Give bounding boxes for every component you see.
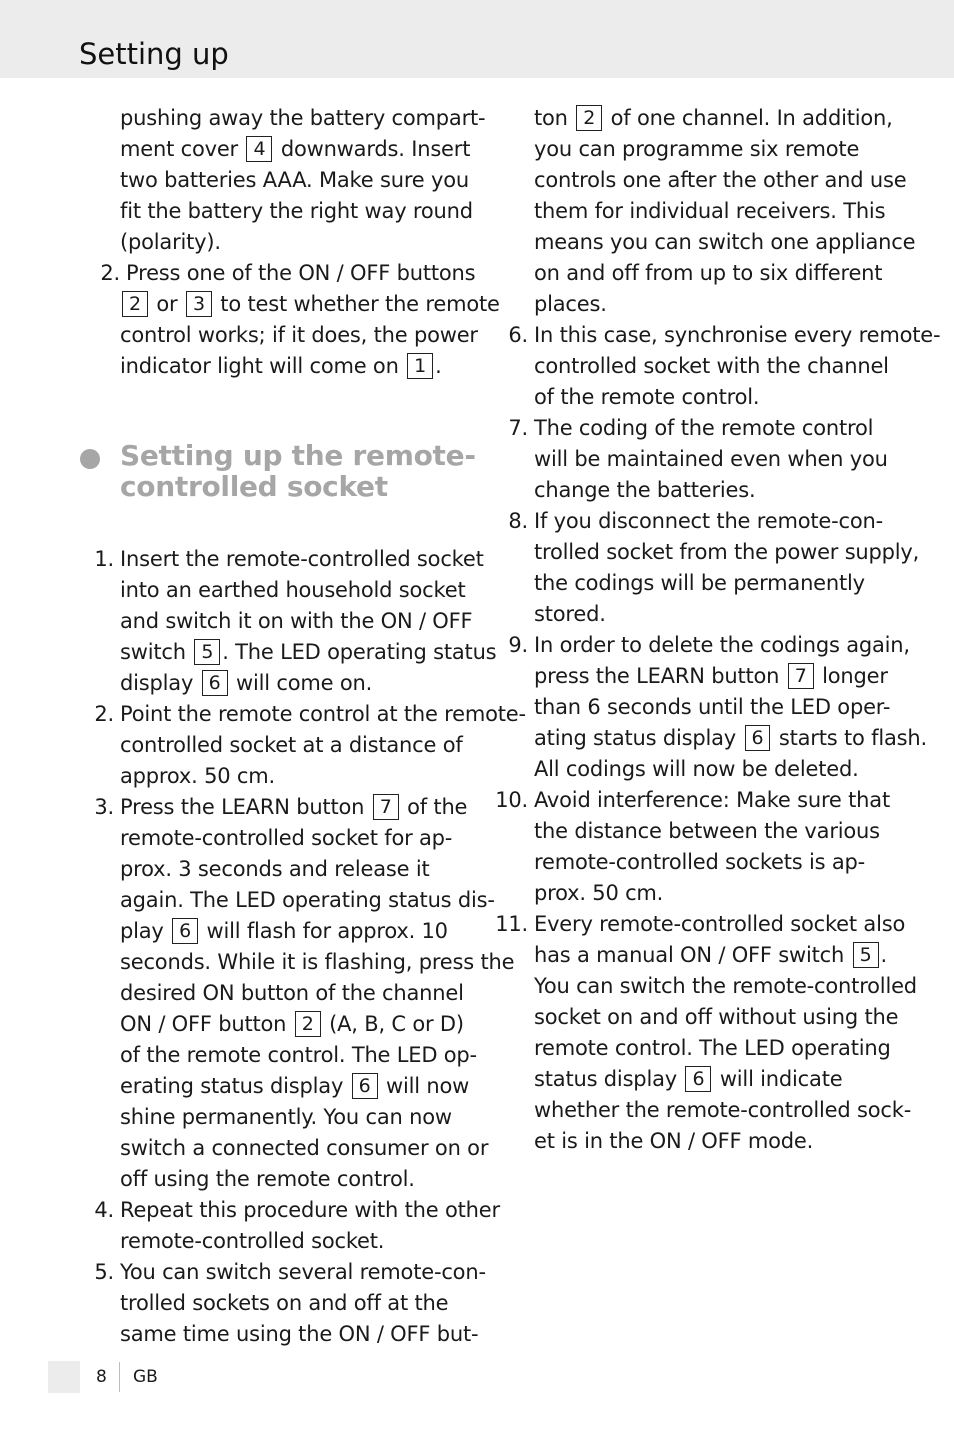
- text-line: [534, 1064, 886, 1095]
- line-text: In order to delete the codings again,: [534, 633, 910, 657]
- line-text: shine permanently. You can now: [120, 1105, 452, 1129]
- line-text: Insert the remote-controlled socket: [120, 547, 484, 571]
- line-text: remote-controlled sockets is ap-: [534, 850, 866, 874]
- line-text: them for individual receivers. This: [534, 199, 886, 223]
- text-line: [80, 792, 468, 823]
- line-text: (polarity).: [120, 230, 221, 254]
- text-line: [494, 320, 941, 351]
- line-text: two batteries AAA. Make sure you: [120, 168, 469, 192]
- line-text: All codings will now be deleted.: [534, 757, 859, 781]
- line-text: display: [120, 671, 200, 695]
- text-line: [120, 134, 471, 165]
- text-line: [120, 351, 468, 382]
- text-line: [120, 947, 515, 978]
- list-item: [494, 909, 917, 1157]
- text-line: [120, 289, 500, 320]
- line-text: again. The LED operating status dis-: [120, 888, 495, 912]
- reference-number-box: 7: [788, 663, 814, 689]
- line-text: In this case, synchronise every remote-: [534, 323, 941, 347]
- line-text: press the LEARN button: [534, 664, 786, 688]
- text-line: [534, 878, 886, 909]
- line-text: prox. 50 cm.: [534, 881, 664, 905]
- text-line: [534, 1095, 912, 1126]
- text-line: [534, 940, 886, 971]
- line-text: socket on and off without using the: [534, 1005, 899, 1029]
- text-line: [120, 1226, 468, 1257]
- list-item: [494, 630, 927, 785]
- list-number: 2.: [100, 261, 120, 285]
- line-text: status display: [534, 1067, 684, 1091]
- line-text: whether the remote-controlled sock-: [534, 1098, 912, 1122]
- list-number: 11.: [495, 912, 528, 936]
- text-line: [534, 382, 886, 413]
- line-text: Avoid interference: Make sure that: [534, 788, 890, 812]
- reference-number-box: 2: [295, 1011, 321, 1037]
- list-item: [494, 413, 886, 506]
- reference-number-box: 6: [745, 725, 771, 751]
- line-text: remote-controlled socket.: [120, 1229, 385, 1253]
- list-number: 7.: [508, 416, 528, 440]
- text-line: [120, 730, 468, 761]
- text-line: [120, 1102, 468, 1133]
- text-line: [534, 537, 920, 568]
- text-line: [534, 134, 886, 165]
- reference-number-box: 6: [172, 918, 198, 944]
- line-text: trolled sockets on and off at the: [120, 1291, 449, 1315]
- section-title: [120, 440, 476, 502]
- line-text: Press the LEARN button: [120, 795, 371, 819]
- text-line: [120, 761, 468, 792]
- text-line: [534, 289, 886, 320]
- list-item: [80, 1195, 500, 1257]
- line-text: approx. 50 cm.: [120, 764, 275, 788]
- text-line: [120, 1319, 479, 1350]
- line-text: the codings will be permanently: [534, 571, 865, 595]
- list-number: 5.: [94, 1260, 114, 1284]
- line-text: has a manual ON / OFF switch: [534, 943, 851, 967]
- text-line: [534, 971, 917, 1002]
- text-line: [120, 103, 486, 134]
- text-line: [494, 909, 906, 940]
- text-line: [120, 637, 497, 668]
- line-text: starts to flash.: [772, 726, 927, 750]
- line-text: will now: [379, 1074, 470, 1098]
- reference-number-box: 2: [122, 291, 148, 317]
- text-line: [534, 351, 889, 382]
- line-text: trolled socket from the power supply,: [534, 540, 920, 564]
- line-text: than 6 seconds until the LED oper-: [534, 695, 891, 719]
- line-text: . The LED operating status: [222, 640, 497, 664]
- reference-number-box: 3: [186, 291, 212, 317]
- text-line: [534, 1033, 891, 1064]
- text-line: [534, 692, 891, 723]
- line-text: will flash for approx. 10: [200, 919, 448, 943]
- text-line: [534, 165, 907, 196]
- list-item: [494, 320, 941, 413]
- list-item: [494, 785, 890, 909]
- text-line: [534, 816, 886, 847]
- reference-number-box: 1: [407, 353, 433, 379]
- line-text: Repeat this procedure with the other: [120, 1198, 500, 1222]
- line-text: on and off from up to six different: [534, 261, 883, 285]
- text-line: [534, 475, 886, 506]
- text-line: [494, 630, 910, 661]
- section-heading: [80, 439, 476, 504]
- page-title: Setting up: [79, 37, 229, 71]
- text-line: [80, 544, 484, 575]
- line-text: or: [149, 292, 184, 316]
- text-line: [120, 916, 468, 947]
- line-text: controlled socket at a distance of: [120, 733, 463, 757]
- text-line: [120, 1164, 468, 1195]
- line-text: ating status display: [534, 726, 743, 750]
- list-number: 1.: [94, 547, 114, 571]
- text-line: [494, 506, 886, 537]
- line-text: controls one after the other and use: [534, 168, 907, 192]
- line-text: remote-controlled socket for ap-: [120, 826, 453, 850]
- text-line: [534, 1002, 899, 1033]
- list-number: 6.: [508, 323, 528, 347]
- text-line: [494, 413, 886, 444]
- list-number: 9.: [508, 633, 528, 657]
- text-line: [120, 320, 478, 351]
- text-line: [80, 258, 476, 289]
- text-line: [80, 1257, 486, 1288]
- line-text: will indicate: [713, 1067, 843, 1091]
- list-item: [494, 506, 920, 630]
- line-text: of the: [400, 795, 468, 819]
- text-line: [534, 599, 886, 630]
- text-line: [120, 227, 468, 258]
- line-text: into an earthed household socket: [120, 578, 466, 602]
- line-text: Press one of the ON / OFF buttons: [126, 261, 476, 285]
- text-line: [120, 978, 468, 1009]
- line-text: remote control. The LED operating: [534, 1036, 891, 1060]
- line-text: change the batteries.: [534, 478, 756, 502]
- line-text: ment cover: [120, 137, 245, 161]
- line-text: play: [120, 919, 171, 943]
- line-text: (A, B, C or D): [322, 1012, 464, 1036]
- text-line: [534, 227, 916, 258]
- reference-number-box: 5: [853, 942, 879, 968]
- line-text: you can programme six remote: [534, 137, 860, 161]
- section-title-line: controlled socket: [120, 470, 388, 503]
- text-line: [534, 754, 886, 785]
- footer-marker: [48, 1361, 80, 1393]
- reference-number-box: 6: [685, 1066, 711, 1092]
- reference-number-box: 7: [373, 794, 399, 820]
- line-text: stored.: [534, 602, 606, 626]
- text-line: [534, 847, 886, 878]
- list-item: [80, 1257, 486, 1350]
- line-text: You can switch the remote-controlled: [534, 974, 917, 998]
- line-text: erating status display: [120, 1074, 350, 1098]
- page-number: 8: [96, 1367, 107, 1387]
- line-text: et is in the ON / OFF mode.: [534, 1129, 814, 1153]
- line-text: The coding of the remote control: [534, 416, 874, 440]
- list-number: 4.: [94, 1198, 114, 1222]
- text-line: [534, 1126, 886, 1157]
- line-text: longer: [815, 664, 888, 688]
- line-text: to test whether the remote: [213, 292, 500, 316]
- list-number: 8.: [508, 509, 528, 533]
- line-text: downwards. Insert: [274, 137, 471, 161]
- text-line: [120, 606, 473, 637]
- line-text: ON / OFF button: [120, 1012, 293, 1036]
- line-text: You can switch several remote-con-: [120, 1260, 486, 1284]
- line-text: fit the battery the right way round: [120, 199, 473, 223]
- line-text: will be maintained even when you: [534, 447, 888, 471]
- text-line: [120, 1133, 489, 1164]
- line-text: Point the remote control at the remote-: [120, 702, 526, 726]
- line-text: Every remote-controlled socket also: [534, 912, 906, 936]
- right-column: [494, 103, 941, 1157]
- reference-number-box: 2: [576, 105, 602, 131]
- text-line: [120, 165, 468, 196]
- line-text: indicator light will come on: [120, 354, 406, 378]
- text-line: [80, 699, 526, 730]
- footer-divider: [119, 1362, 120, 1392]
- reference-number-box: 4: [246, 136, 272, 162]
- reference-number-box: 6: [202, 670, 228, 696]
- reference-number-box: 6: [352, 1073, 378, 1099]
- text-line: [120, 854, 468, 885]
- line-text: and switch it on with the ON / OFF: [120, 609, 473, 633]
- line-text: will come on.: [229, 671, 373, 695]
- line-text: controlled socket with the channel: [534, 354, 889, 378]
- text-line: [534, 196, 886, 227]
- text-line: [120, 1071, 468, 1102]
- list-item: [80, 699, 526, 792]
- line-text: desired ON button of the channel: [120, 981, 464, 1005]
- line-text: switch a connected consumer on or: [120, 1136, 489, 1160]
- line-text: of the remote control. The LED op-: [120, 1043, 477, 1067]
- line-text: If you disconnect the remote-con-: [534, 509, 883, 533]
- text-line: [494, 785, 890, 816]
- list-item: [80, 544, 497, 699]
- line-text: .: [880, 943, 887, 967]
- text-line: [120, 196, 473, 227]
- line-text: places.: [534, 292, 607, 316]
- text-line: [534, 661, 886, 692]
- section-title-line: Setting up the remote-: [120, 439, 476, 472]
- line-text: control works; if it does, the power: [120, 323, 478, 347]
- text-line: [120, 823, 468, 854]
- text-line: [120, 885, 495, 916]
- list-item: [80, 258, 500, 382]
- text-line: [534, 103, 893, 134]
- list-number: 2.: [94, 702, 114, 726]
- text-line: [534, 258, 886, 289]
- text-line: [120, 1009, 468, 1040]
- line-text: same time using the ON / OFF but-: [120, 1322, 479, 1346]
- text-line: [120, 668, 468, 699]
- text-line: [534, 723, 927, 754]
- line-text: .: [435, 354, 442, 378]
- line-text: off using the remote control.: [120, 1167, 415, 1191]
- text-line: [534, 568, 886, 599]
- list-number: 3.: [94, 795, 114, 819]
- text-line: [120, 1040, 477, 1071]
- line-text: switch: [120, 640, 193, 664]
- reference-number-box: 5: [194, 639, 220, 665]
- line-text: prox. 3 seconds and release it: [120, 857, 430, 881]
- language-code: GB: [133, 1367, 158, 1387]
- list-number: 10.: [495, 788, 528, 812]
- bullet-icon: [80, 449, 100, 469]
- line-text: of one channel. In addition,: [604, 106, 893, 130]
- line-text: of the remote control.: [534, 385, 760, 409]
- line-text: seconds. While it is flashing, press the: [120, 950, 515, 974]
- line-text: pushing away the battery compart-: [120, 106, 486, 130]
- text-line: [120, 1288, 468, 1319]
- line-text: the distance between the various: [534, 819, 880, 843]
- text-line: [120, 575, 468, 606]
- line-text: means you can switch one appliance: [534, 230, 916, 254]
- text-line: [80, 1195, 500, 1226]
- text-line: [534, 444, 886, 475]
- line-text: ton: [534, 106, 575, 130]
